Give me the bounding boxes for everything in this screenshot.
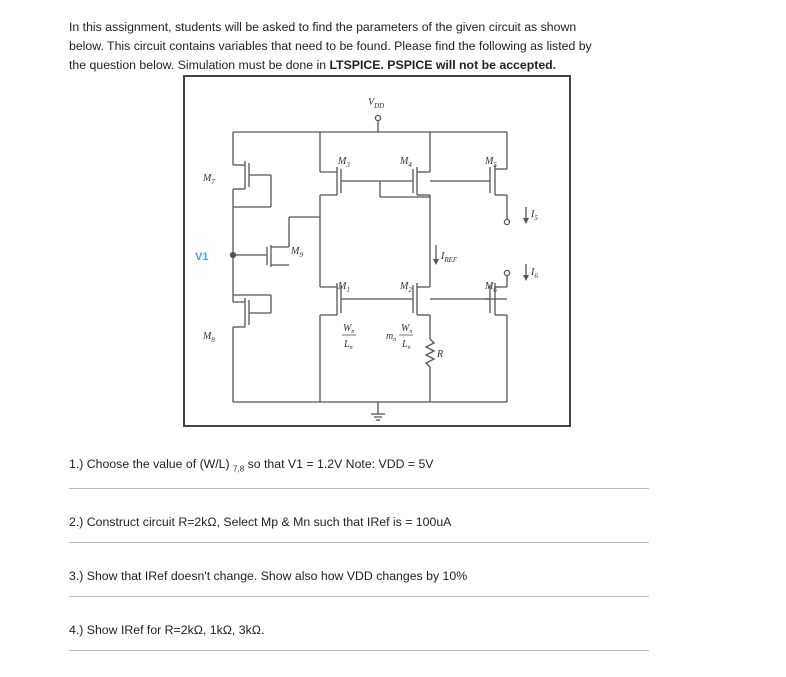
question-1 (69, 457, 434, 473)
transistor-m2 (413, 283, 430, 315)
v1-label: V1 (195, 251, 209, 263)
circuit-diagram (185, 77, 569, 425)
transistor-m5 (485, 165, 507, 195)
iref-label: $I_{REF}$ (441, 251, 458, 264)
svg-text:Wn: $W_n$ (401, 323, 413, 335)
question-1-prefix: 1.) Choose the value of (W/L) (69, 457, 234, 471)
i6-terminal (504, 270, 509, 275)
circuit-wires (231, 115, 527, 420)
m3-label: $M_3$ (338, 156, 350, 169)
answer-line-2 (69, 542, 649, 543)
m6-label: $M_6$ (485, 281, 497, 294)
assignment-intro (69, 18, 709, 75)
intro-line-3-text: the question below. Simulation must be done in (69, 58, 330, 72)
transistor-m4 (380, 167, 430, 197)
transistor-m3 (320, 167, 380, 195)
m2-label: $M_2$ (400, 281, 412, 294)
question-2: 2.) Construct circuit R=2kΩ, Select Mp & Mn such that IRef is = 100uA (69, 515, 452, 529)
question-1-subscript: 7,8 (233, 464, 245, 474)
answer-line-4 (69, 650, 649, 651)
i6-label: $I_6$ (531, 267, 538, 280)
intro-line-3 (69, 56, 709, 75)
arrow-heads (433, 218, 529, 281)
m7-label: $M_7$ (203, 173, 215, 186)
circuit-figure (183, 75, 571, 427)
svg-text:Wn: $W_n$ (343, 323, 355, 335)
intro-emphasis: LTSPICE. PSPICE will not be accepted. (329, 58, 557, 72)
question-3: 3.) Show that IRef doesn't change. Show also how VDD changes by 10% (69, 569, 468, 583)
answer-line-1 (69, 488, 649, 489)
i5-terminal (504, 219, 509, 224)
transistor-m9 (267, 217, 320, 267)
m8-label: $M_8$ (203, 331, 215, 344)
m4-label: $M_4$ (400, 156, 412, 169)
r-label: R (437, 349, 444, 360)
question-4: 4.) Show IRef for R=2kΩ, 1kΩ, 3kΩ. (69, 623, 265, 637)
m1-label: $M_1$ (338, 281, 350, 294)
svg-text:Ln: $L_n$ (402, 339, 411, 351)
vdd-label: $V_{DD}$ (368, 97, 385, 110)
m2-ratio (386, 323, 413, 351)
m9-label: $M_9$ (291, 246, 303, 259)
svg-text:Ln: $L_n$ (344, 339, 353, 351)
i5-label: $I_5$ (531, 209, 538, 222)
transistor-m6 (485, 270, 510, 315)
intro-line-2: below. This circuit contains variables that need to be found. Please find the following as listed by (69, 39, 592, 53)
transistor-m8 (233, 295, 271, 327)
svg-text:mn: $m_n$ (386, 331, 397, 343)
transistor-m7 (233, 161, 271, 207)
m1-ratio (342, 323, 356, 351)
intro-line-1: In this assignment, students will be asked to find the parameters of the given circuit as shown (69, 20, 577, 34)
vdd-terminal (375, 115, 380, 120)
resistor-r (426, 339, 434, 367)
m5-label: $M_5$ (485, 156, 497, 169)
question-1-suffix: so that V1 = 1.2V Note: VDD = 5V (244, 457, 434, 471)
answer-line-3 (69, 596, 649, 597)
